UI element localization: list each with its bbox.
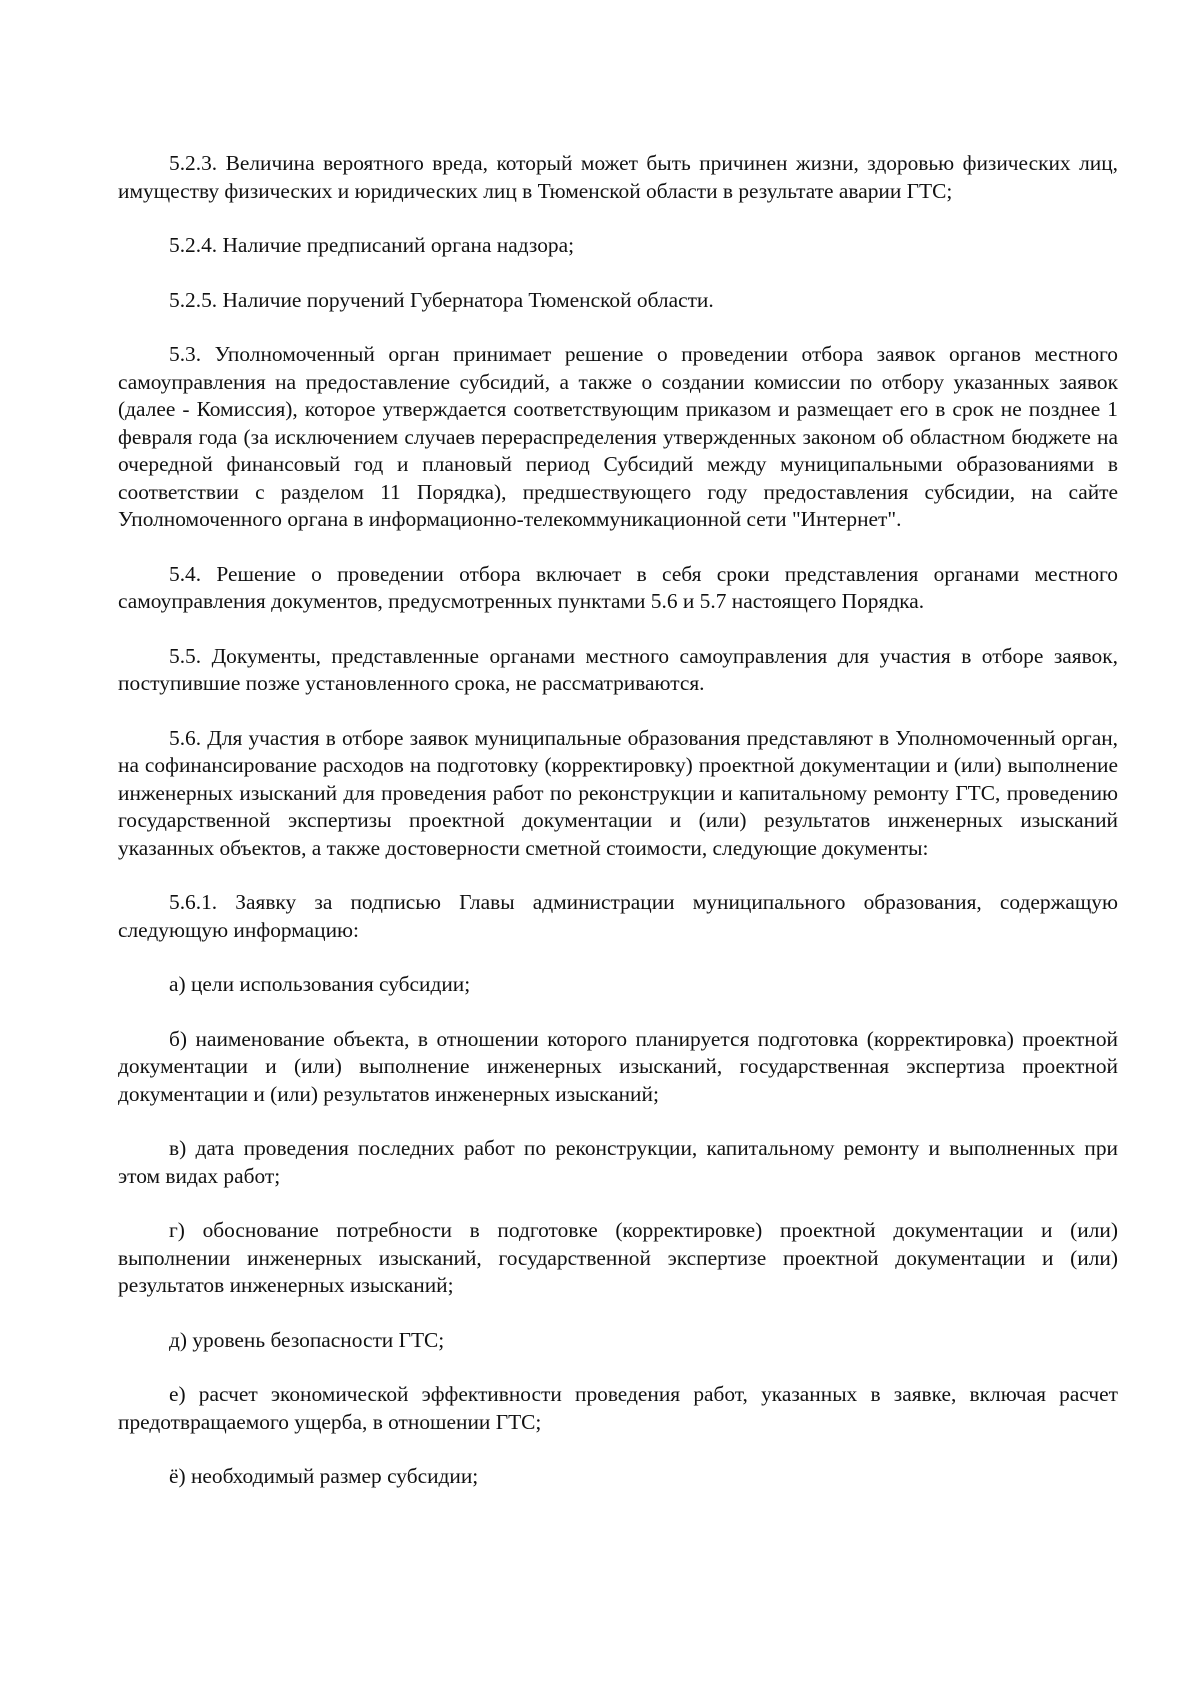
document-page (118, 150, 1118, 1518)
paragraph-5-4: 5.4. Решение о проведении отбора включает в себя сроки представления органами местного самоуправления документов, предусмотренных пунктами 5.6 и 5.7 настоящего Порядка. (118, 561, 1118, 613)
paragraph-5-6: 5.6. Для участия в отборе заявок муниципальные образования представляют в Уполномоченный орган, на софинансирование расходов на подготовку (корректировку) проектной документации и (или) выполнение инженерных изысканий для проведения работ по реконструкции и капитальному ремонту ГТС, проведению государственной экспертизы проектной документации и (или) результатов инженерных изысканий указанных объектов, а также достоверности сметной стоимости, следующие документы: (118, 725, 1118, 860)
list-item-yo: ё) необходимый размер субсидии; (169, 1464, 479, 1488)
paragraph-5-3: 5.3. Уполномоченный орган принимает решение о проведении отбора заявок органов местного самоуправления на предоставление субсидий, а также о создании комиссии по отбору указанных заявок (далее - Комиссия), которое утверждается соответствующим приказом и размещает его в срок не позднее 1 февраля года (за исключением случаев перераспределения утвержденных законом об областном бюджете на очередной финансовый год и плановый период Субсидий между муниципальными образованиями в соответствии с разделом 11 Порядка), предшествующего году предоставления субсидии, на сайте Уполномоченного органа в информационно-телекоммуникационной сети "Интернет". (118, 342, 1118, 531)
paragraph-5-2-4: 5.2.4. Наличие предписаний органа надзора; (169, 233, 575, 257)
paragraph-5-6-1: 5.6.1. Заявку за подписью Главы администрации муниципального образования, содержащую следующую информацию: (118, 890, 1118, 942)
list-item-b: б) наименование объекта, в отношении которого планируется подготовка (корректировка) проектной документации и (или) выполнение инженерных изысканий, государственная экспертиза проектной документации и (или) результатов инженерных изысканий; (118, 1026, 1118, 1106)
list-item-d: д) уровень безопасности ГТС; (169, 1327, 445, 1352)
paragraph-5-2-3: 5.2.3. Величина вероятного вреда, который может быть причинен жизни, здоровью физических лиц, имуществу физических и юридических лиц в Тюменской области в результате аварии ГТС; (118, 151, 1118, 203)
list-item-g: г) обоснование потребности в подготовке (корректировке) проектной документации и (или) выполнении инженерных изысканий, государственной экспертизе проектной документации и (или) результатов инженерных изысканий; (118, 1218, 1118, 1297)
list-item-e: е) расчет экономической эффективности проведения работ, указанных в заявке, включая расчет предотвращаемого ущерба, в отношении ГТС; (118, 1382, 1118, 1434)
paragraph-5-5: 5.5. Документы, представленные органами местного самоуправления для участия в отборе заявок, поступившие позже установленного срока, не рассматриваются. (118, 643, 1118, 695)
list-item-v: в) дата проведения последних работ по реконструкции, капитальному ремонту и выполненных при этом видах работ; (118, 1136, 1118, 1188)
list-item-a: а) цели использования субсидии; (169, 972, 471, 996)
paragraph-5-2-5: 5.2.5. Наличие поручений Губернатора Тюменской области. (169, 287, 714, 312)
